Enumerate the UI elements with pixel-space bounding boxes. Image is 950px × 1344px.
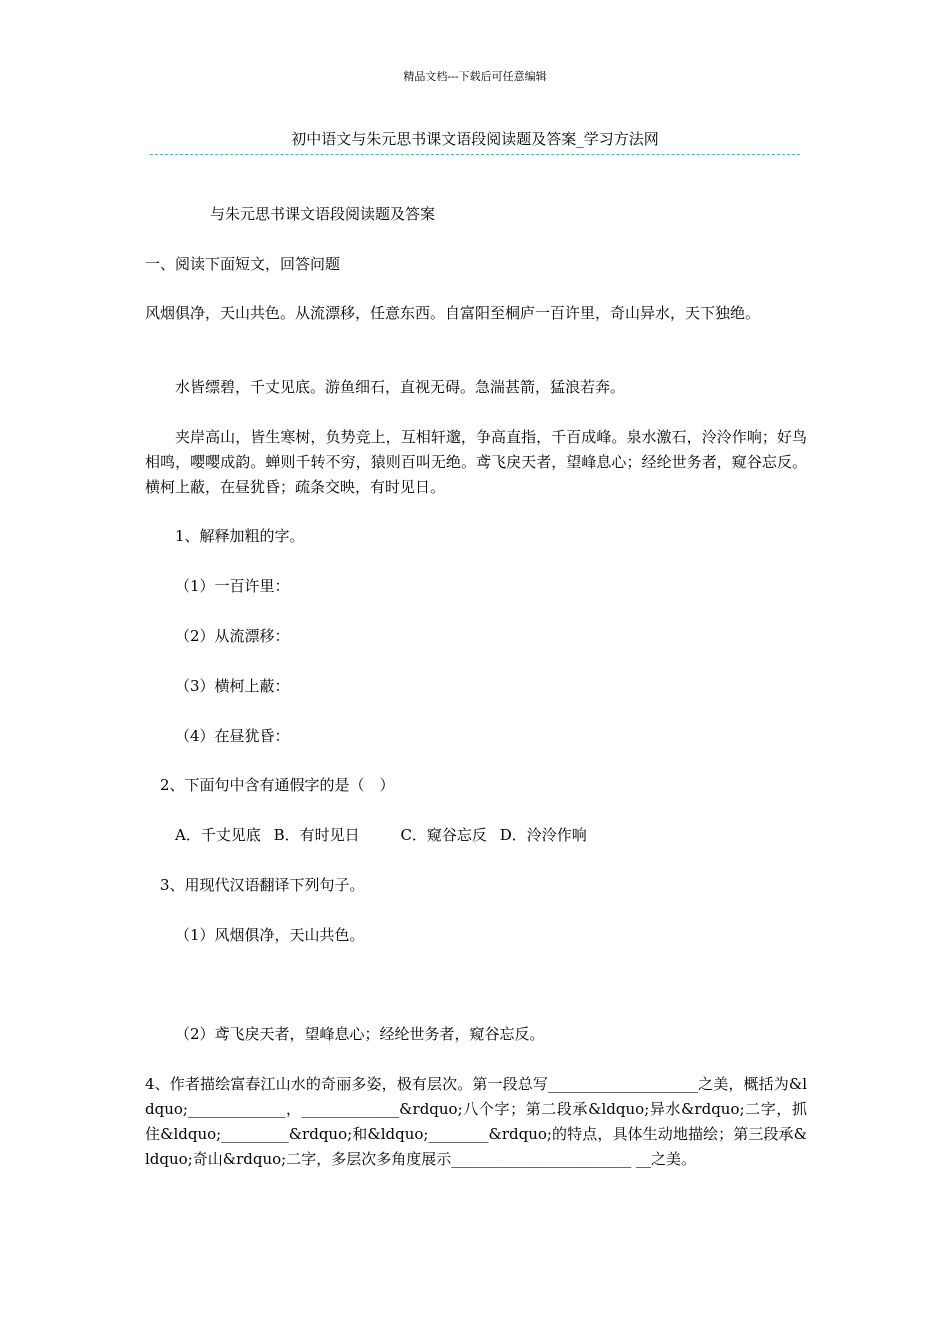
question-1-item: （4）在昼犹昏： (175, 727, 290, 745)
question-4: 4、作者描绘富春江山水的奇丽多姿，极有层次。第一段总写____________________之美，概括为&ldquo;_____________，_____________&rdquo;八个字；第二段承&ldquo;异水&rdquo;二字，抓住&ldquo;_________&rdquo;和&ldquo;________&rdquo;的特点，具体生动地描绘；第三段承&ldquo;奇山&rdquo;二字，多层次多角度展示________________________ __之美。 (145, 1075, 807, 1168)
passage-paragraph-3: 夹岸高山，皆生寒树，负势竞上，互相轩邈，争高直指，千百成峰。泉水激石，泠泠作响；好鸟相鸣，嘤嘤成韵。蝉则千转不穷，猿则百叫无绝。鸢飞戾天者，望峰息心；经纶世务者，窥谷忘反。横柯上蔽，在昼犹昏；疏条交映，有时见日。 (145, 428, 807, 496)
subtitle: 与朱元思书课文语段阅读题及答案 (210, 205, 436, 223)
title-divider (150, 154, 800, 155)
option-a: A．千丈见底 (175, 826, 261, 844)
question-2: 2、下面句中含有通假字的是（ ） (160, 776, 395, 794)
question-1-item: （1）一百许里： (175, 577, 290, 595)
document-title: 初中语文与朱元思书课文语段阅读题及答案_学习方法网 (291, 130, 659, 148)
question-2-options (175, 823, 587, 848)
question-3-item: （1）风烟俱净，天山共色。 (175, 926, 365, 944)
question-3-item: （2）鸢飞戾天者，望峰息心；经纶世务者，窥谷忘反。 (175, 1025, 545, 1043)
question-1: 1、解释加粗的字。 (175, 527, 305, 545)
header-note: 精品文档---下载后可任意编辑 (403, 70, 547, 83)
question-1-item: （3）横柯上蔽： (175, 677, 290, 695)
passage-paragraph-1: 风烟俱净，天山共色。从流漂移，任意东西。自富阳至桐庐一百许里，奇山异水，天下独绝。 (145, 304, 761, 322)
passage-paragraph-2: 水皆缥碧，千丈见底。游鱼细石，直视无碍。急湍甚箭，猛浪若奔。 (175, 378, 626, 396)
option-c: C．窥谷忘反 (400, 826, 487, 844)
question-3: 3、用现代汉语翻译下列句子。 (160, 876, 365, 894)
section-heading: 一、阅读下面短文，回答问题 (145, 255, 341, 273)
option-d: D．泠泠作响 (499, 826, 587, 844)
option-b: B．有时见日 (273, 826, 360, 844)
question-1-item: （2）从流漂移： (175, 627, 290, 645)
